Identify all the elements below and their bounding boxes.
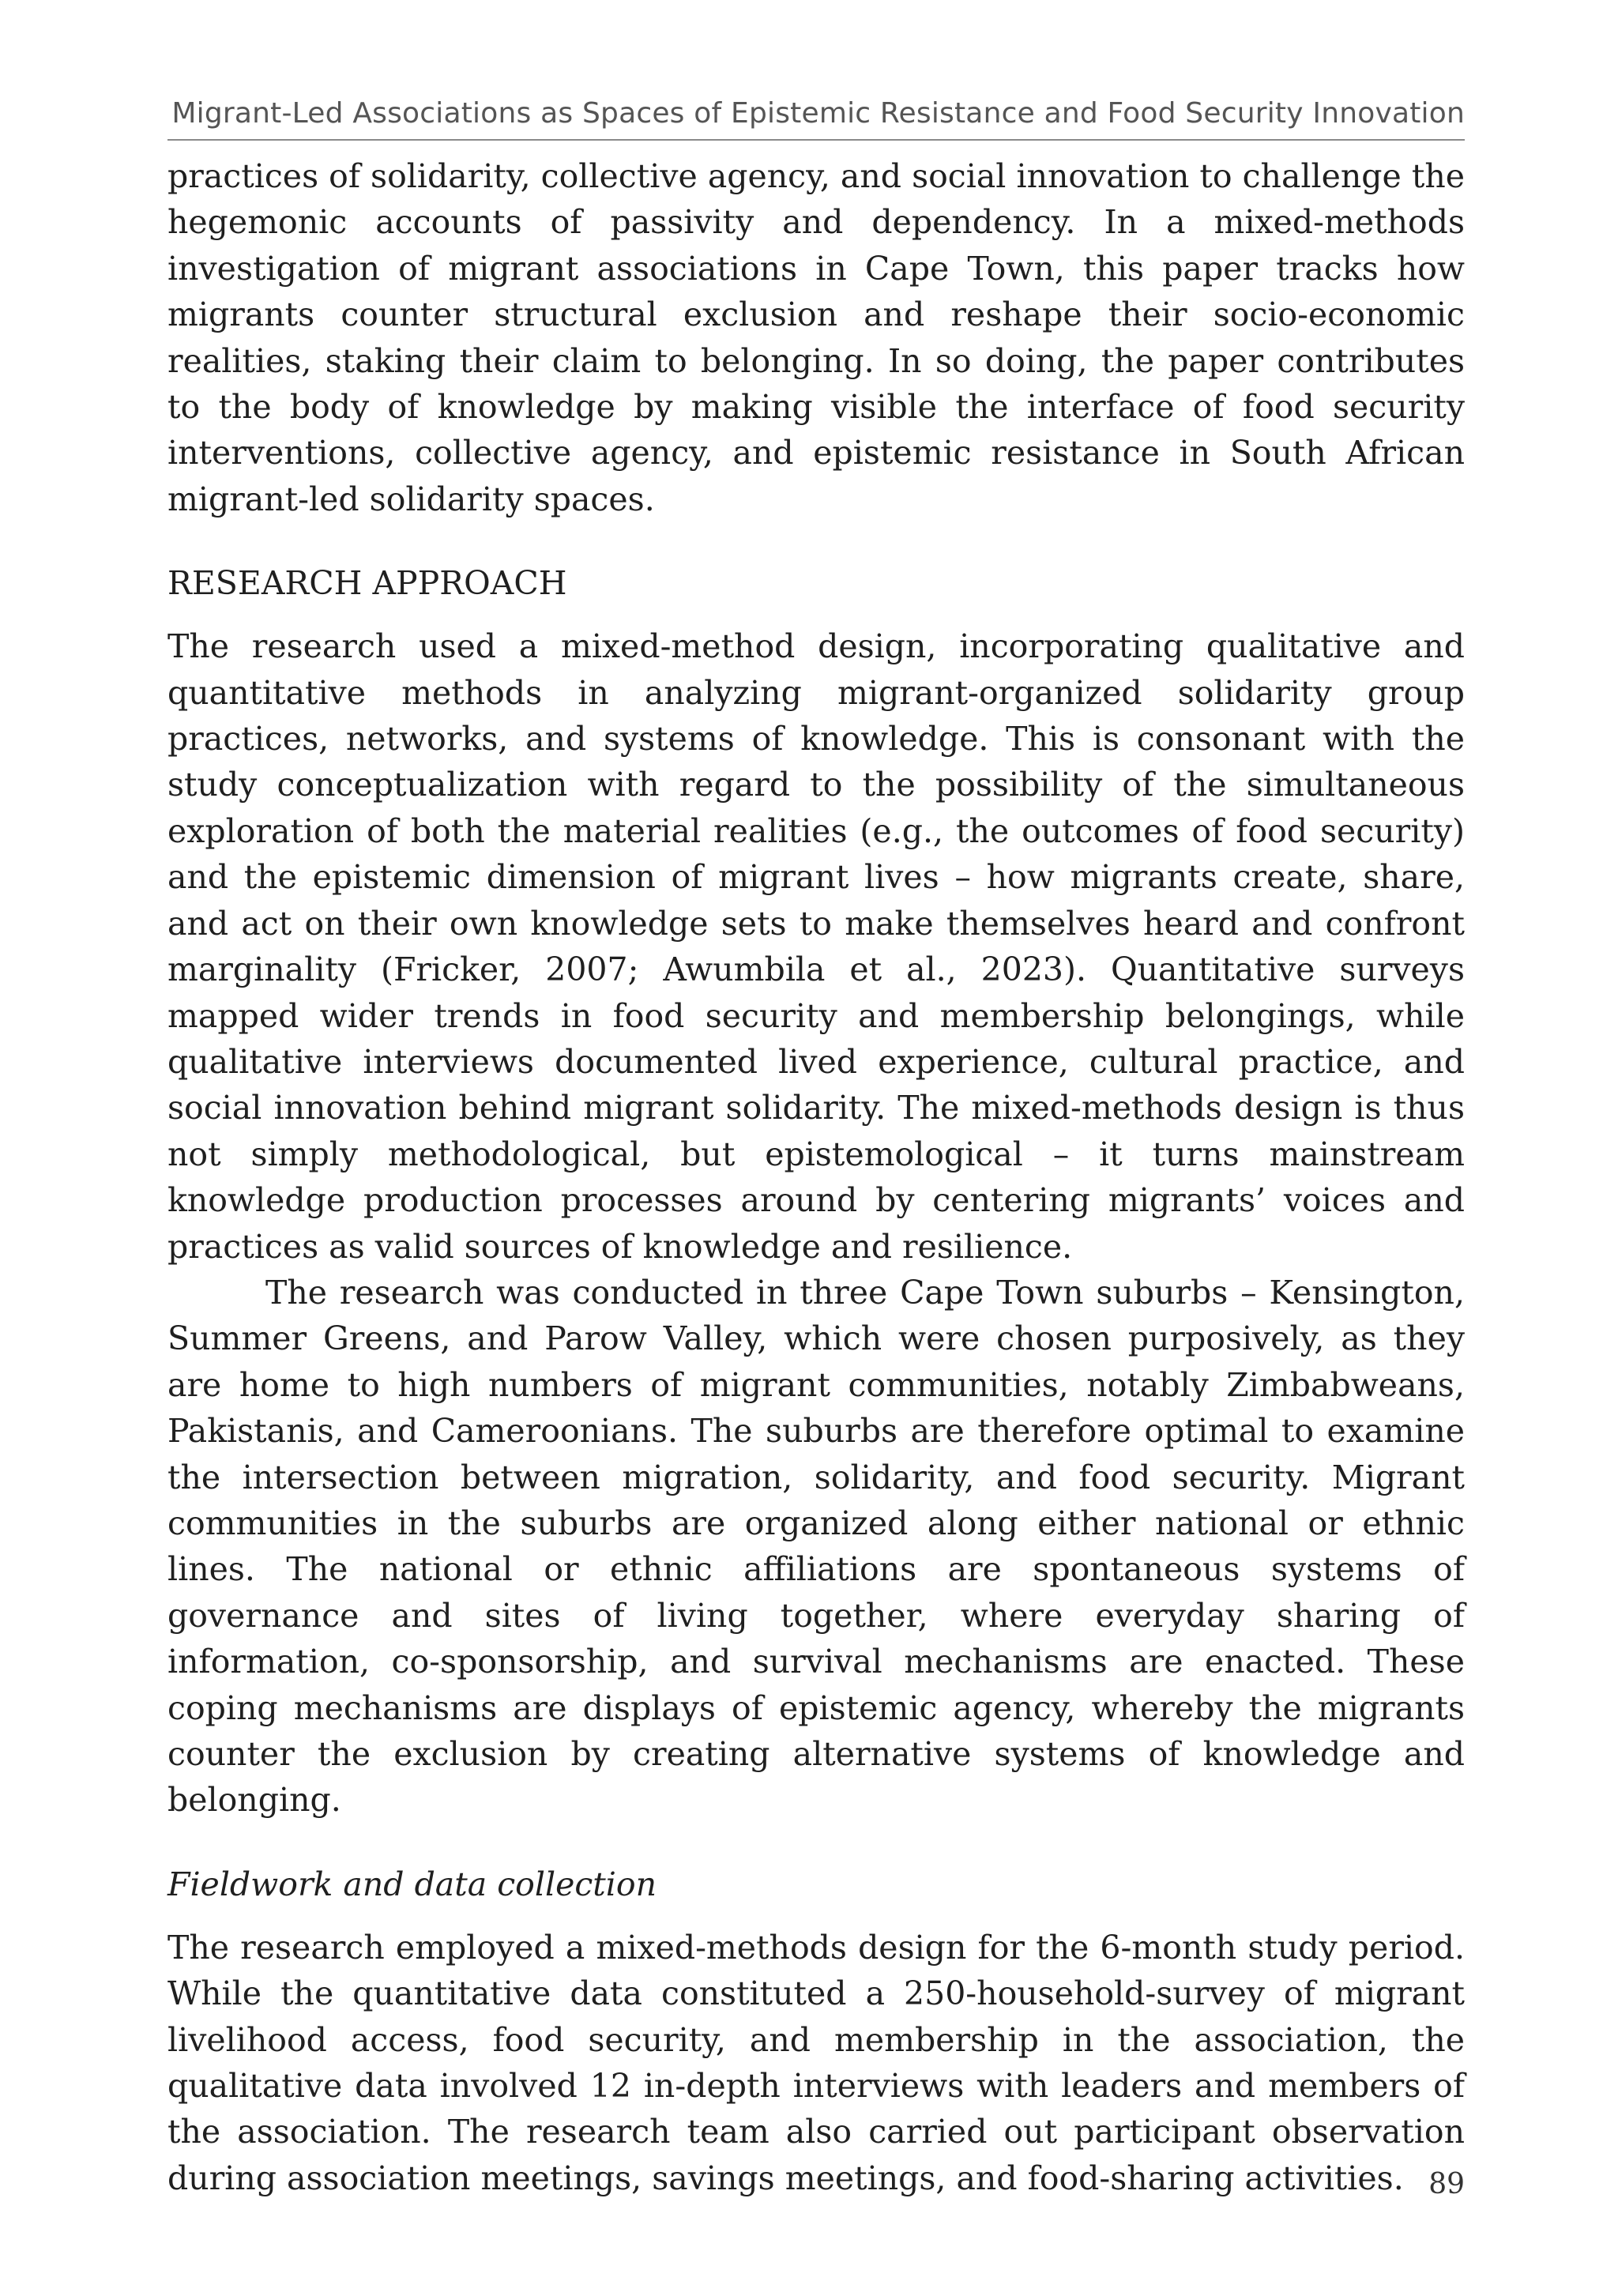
fieldwork-paragraph: The research employed a mixed-methods design for the 6-month study period. While the quantitative data constituted a 250-household-survey of migrant livelihood access, food security, and membership in the association, the qualitative data involved 12 in-depth interviews with leaders and members of the association. The research team also carried out participant observation during association meetings, savings meetings, and food-sharing activities. (167, 1928, 1465, 2197)
section-heading: RESEARCH APPROACH (167, 564, 567, 603)
subsection-heading: Fieldwork and data collection (167, 1865, 657, 1903)
research-approach-paragraph-1: The research used a mixed-method design, incorporating qualitative and quantitative methods in analyzing migrant-organized solidarity group practices, networks, and systems of knowledge. This is consonant with the study conceptualization with regard to the possibility of the simultaneous exploration of both the material realities (e.g., the outcomes of food security) and the epistemic dimension of migrant lives – how migrants create, share, and act on their own knowledge sets to make themselves heard and confront marginality (Fricker, 2007; Awumbila et al., 2023). Quantitative surveys mapped wider trends in food security and membership belongings, while qualitative interviews documented lived experience, cultural practice, and social innovation behind migrant solidarity. The mixed-methods design is thus not simply methodological, but epistemological – it turns mainstream knowledge production processes around by centering migrants’ voices and practices as valid sources of knowledge and resilience. (167, 627, 1465, 1266)
intro-paragraph: practices of solidarity, collective agency, and social innovation to challenge the hegemonic accounts of passivity and dependency. In a mixed-methods investigation of migrant associations in Cape Town, this paper tracks how migrants counter structural exclusion and reshape their socio-economic realities, staking their claim to belonging. In so doing, the paper contributes to the body of knowledge by making visible the interface of food security interventions, collective agency, and epistemic resistance in South African migrant-led solidarity spaces. (167, 157, 1465, 518)
running-header: Migrant-Led Associations as Spaces of Epistemic Resistance and Food Security Innovation (167, 95, 1465, 141)
research-approach-paragraph-2: The research was conducted in three Cape Town suburbs – Kensington, Summer Greens, and Parow Valley, which were chosen purposively, as they are home to high numbers of migrant communities, notably Zimbabweans, Pakistanis, and Cameroonians. The suburbs are therefore optimal to examine the intersection between migration, solidarity, and food security. Migrant communities in the suburbs are organized along either national or ethnic lines. The national or ethnic affiliations are spontaneous systems of governance and sites of living together, where everyday sharing of information, co-sponsorship, and survival mechanisms are enacted. These coping mechanisms are displays of epistemic agency, whereby the migrants counter the exclusion by creating alternative systems of knowledge and belonging. (167, 1273, 1465, 1820)
page-number: 89 (1428, 2168, 1465, 2200)
page (167, 95, 1465, 2201)
